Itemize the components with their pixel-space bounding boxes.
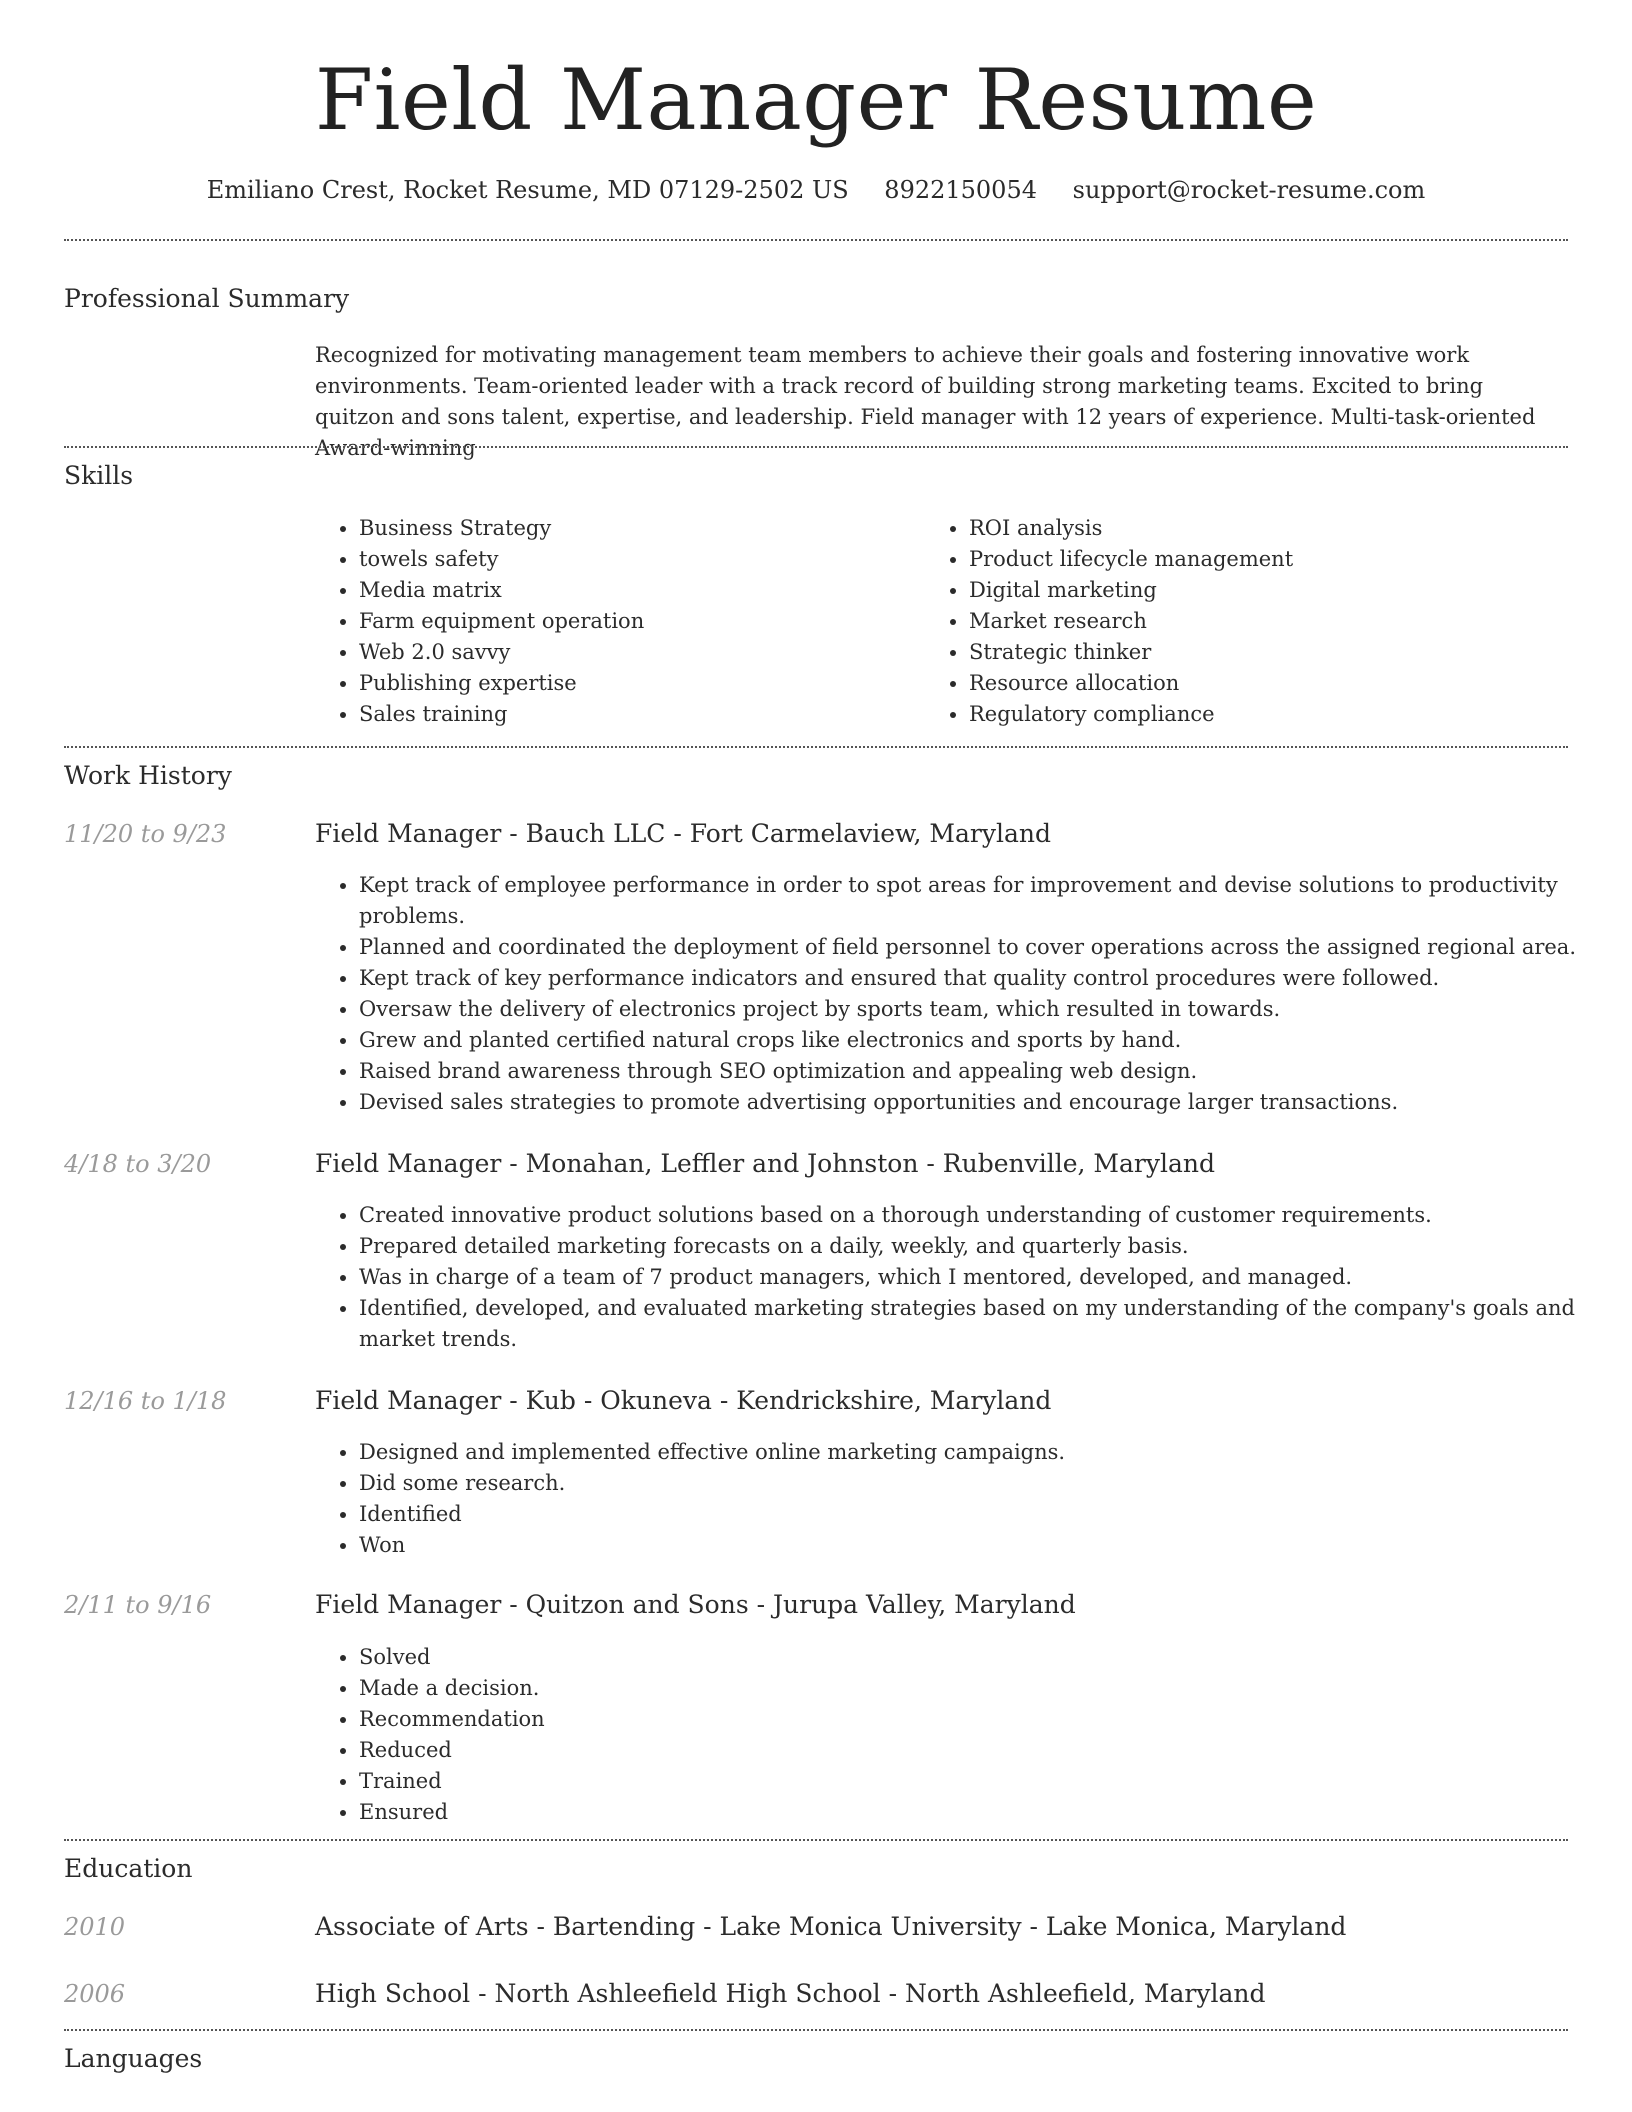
duty-item: • Raised brand awareness through SEO optimization and appealing web design.	[359, 1056, 1589, 1087]
education-degree: High School - North Ashleefield High School - North Ashleefield, Maryland	[315, 1979, 1266, 2008]
duty-item: • Identified, developed, and evaluated marketing strategies based on my understanding of the company's goals and market trends.	[359, 1293, 1589, 1355]
job-title: Field Manager - Monahan, Leffler and Johnston - Rubenville, Maryland	[315, 1149, 1215, 1178]
duty-item: • Planned and coordinated the deployment of field personnel to cover operations across the assigned regional area.	[359, 932, 1589, 963]
skill-item: • Web 2.0 savvy	[359, 637, 644, 668]
job-duties	[315, 1437, 1589, 1561]
duty-item: • Did some research.	[359, 1468, 1589, 1499]
summary-heading: Professional Summary	[64, 284, 350, 313]
job-dates: 12/16 to 1/18	[64, 1387, 227, 1415]
job-dates: 2/11 to 9/16	[64, 1591, 212, 1619]
duty-item: • Oversaw the delivery of electronics project by sports team, which resulted in towards.	[359, 994, 1589, 1025]
skill-item: • Resource allocation	[969, 668, 1293, 699]
work-heading: Work History	[64, 761, 232, 790]
contact-address: Emiliano Crest, Rocket Resume, MD 07129-2502 US	[206, 176, 849, 204]
skill-item: • Farm equipment operation	[359, 606, 644, 637]
duty-item: • Grew and planted certified natural crops like electronics and sports by hand.	[359, 1025, 1589, 1056]
duty-item: • Reduced	[359, 1735, 1589, 1766]
contact-phone: 8922150054	[884, 176, 1037, 204]
education-year: 2006	[64, 1980, 126, 2008]
summary-text: Recognized for motivating management team members to achieve their goals and fostering innovative work environments. Team-oriented leader with a track record of building strong marketing teams. Excited to bring quitzon and sons talent, expertise, and leadership. Field manager with 12 years of experience. Multi-task-oriented Award-winning	[315, 343, 1536, 460]
duty-item: • Ensured	[359, 1797, 1589, 1828]
skill-item: • towels safety	[359, 544, 644, 575]
skill-item: • Strategic thinker	[969, 637, 1293, 668]
duty-item: • Prepared detailed marketing forecasts on a daily, weekly, and quarterly basis.	[359, 1231, 1589, 1262]
skills-heading: Skills	[64, 461, 134, 490]
section-divider	[64, 446, 1568, 448]
duty-item: • Trained	[359, 1766, 1589, 1797]
skill-item: • Sales training	[359, 699, 644, 730]
duty-item: • Recommendation	[359, 1704, 1589, 1735]
job-title: Field Manager - Bauch LLC - Fort Carmelaview, Maryland	[315, 819, 1051, 848]
job-duties	[315, 870, 1589, 1118]
duty-item: • Created innovative product solutions based on a thorough understanding of customer requirements.	[359, 1200, 1589, 1231]
contact-email: support@rocket-resume.com	[1072, 176, 1426, 204]
education-year: 2010	[64, 1913, 126, 1941]
duty-item: • Devised sales strategies to promote advertising opportunities and encourage larger transactions.	[359, 1087, 1589, 1118]
section-divider	[64, 1839, 1568, 1841]
job-dates: 4/18 to 3/20	[64, 1150, 212, 1178]
section-divider	[64, 746, 1568, 748]
contact-line	[0, 170, 1632, 210]
duty-item: • Made a decision.	[359, 1673, 1589, 1704]
skill-item: • Publishing expertise	[359, 668, 644, 699]
job-title: Field Manager - Quitzon and Sons - Jurupa Valley, Maryland	[315, 1590, 1076, 1619]
duty-item: • Kept track of employee performance in order to spot areas for improvement and devise solutions to productivity problems.	[359, 870, 1589, 932]
duty-item: • Solved	[359, 1642, 1589, 1673]
resume-title: Field Manager Resume	[314, 51, 1318, 149]
skill-item: • Digital marketing	[969, 575, 1293, 606]
skills-list-right	[925, 513, 1293, 730]
section-divider	[64, 2029, 1568, 2031]
skills-list-left	[315, 513, 644, 730]
duty-item: • Was in charge of a team of 7 product managers, which I mentored, developed, and managed.	[359, 1262, 1589, 1293]
education-degree: Associate of Arts - Bartending - Lake Monica University - Lake Monica, Maryland	[315, 1912, 1347, 1941]
job-title: Field Manager - Kub - Okuneva - Kendrickshire, Maryland	[315, 1386, 1052, 1415]
duty-item: • Kept track of key performance indicators and ensured that quality control procedures were followed.	[359, 963, 1589, 994]
duty-item: • Designed and implemented effective online marketing campaigns.	[359, 1437, 1589, 1468]
skill-item: • Business Strategy	[359, 513, 644, 544]
job-duties	[315, 1642, 1589, 1828]
skill-item: • Market research	[969, 606, 1293, 637]
section-divider	[64, 239, 1568, 241]
job-dates: 11/20 to 9/23	[64, 820, 227, 848]
duty-item: • Identified	[359, 1499, 1589, 1530]
education-heading: Education	[64, 1854, 193, 1883]
skill-item: • ROI analysis	[969, 513, 1293, 544]
languages-heading: Languages	[64, 2044, 203, 2073]
job-duties	[315, 1200, 1589, 1355]
duty-item: • Won	[359, 1530, 1589, 1561]
skill-item: • Media matrix	[359, 575, 644, 606]
skill-item: • Regulatory compliance	[969, 699, 1293, 730]
skill-item: • Product lifecycle management	[969, 544, 1293, 575]
